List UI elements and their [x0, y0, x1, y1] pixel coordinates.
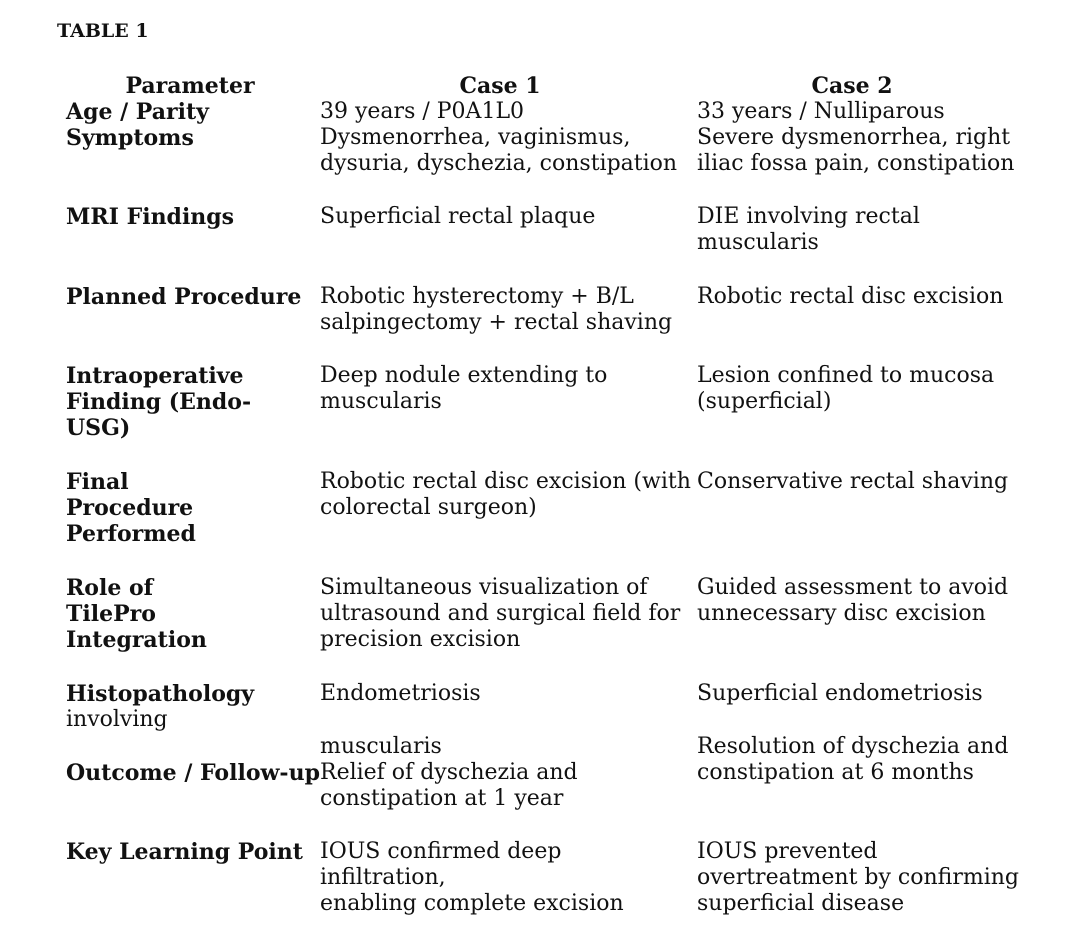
- row-final-case1-line1: Robotic rectal disc excision (with: [320, 469, 691, 494]
- row-tilepro-label-line3: Integration: [66, 627, 207, 653]
- row-tilepro-case2-line1: Guided assessment to avoid: [697, 575, 1009, 600]
- row-planned-case1-line1: Robotic hysterectomy + B/L: [320, 284, 634, 309]
- row-key-case1-line3: enabling complete excision: [320, 891, 624, 916]
- row-tilepro-label-line2: TilePro: [66, 601, 156, 627]
- row-key-case1-line2: infiltration,: [320, 865, 446, 890]
- row-outcome-label: Outcome / Follow-up: [66, 760, 320, 786]
- row-planned-label: Planned Procedure: [66, 284, 302, 310]
- row-symptoms-label: Symptoms: [66, 125, 194, 151]
- row-symptoms-case1-line1: Dysmenorrhea, vaginismus,: [320, 125, 631, 150]
- row-histo-case2: Superficial endometriosis: [697, 681, 983, 706]
- row-key-case2-line3: superficial disease: [697, 891, 905, 916]
- row-symptoms-case2-line2: iliac fossa pain, constipation: [697, 151, 1015, 176]
- row-intraop-label-line2: Finding (Endo-: [66, 389, 252, 415]
- row-intraop-case2-line1: Lesion confined to mucosa: [697, 363, 995, 388]
- row-intraop-label-line1: Intraoperative: [66, 363, 244, 389]
- row-final-case1-line2: colorectal surgeon): [320, 495, 537, 520]
- row-key-case2-line1: IOUS prevented: [697, 839, 878, 864]
- row-outcome-case1-line1: Relief of dyschezia and: [320, 760, 578, 785]
- row-key-label: Key Learning Point: [66, 839, 303, 865]
- row-mri-case2-line1: DIE involving rectal: [697, 204, 920, 229]
- row-histo-label-extra: involving: [66, 707, 168, 732]
- row-tilepro-case2-line2: unnecessary disc excision: [697, 601, 986, 626]
- header-case2: Case 2: [811, 73, 893, 99]
- row-intraop-case1-line1: Deep nodule extending to: [320, 363, 608, 388]
- row-histo-case1: Endometriosis: [320, 681, 481, 706]
- row-age-parity-label: Age / Parity: [66, 99, 209, 125]
- row-tilepro-case1-line2: ultrasound and surgical field for: [320, 601, 681, 626]
- row-planned-case2: Robotic rectal disc excision: [697, 284, 1004, 309]
- row-key-case2-line2: overtreatment by confirming: [697, 865, 1020, 890]
- row-intraop-case1-line2: muscularis: [320, 389, 442, 414]
- row-final-label-line3: Performed: [66, 521, 196, 547]
- row-histo-case1-extra: muscularis: [320, 734, 442, 759]
- row-age-parity-case2: 33 years / Nulliparous: [697, 99, 945, 124]
- row-mri-case1: Superficial rectal plaque: [320, 204, 596, 229]
- row-final-label-line2: Procedure: [66, 495, 194, 521]
- row-outcome-case2-line1: Resolution of dyschezia and: [697, 734, 1009, 759]
- row-tilepro-case1-line1: Simultaneous visualization of: [320, 575, 648, 600]
- row-intraop-case2-line2: (superficial): [697, 389, 832, 414]
- row-intraop-label-line3: USG): [66, 415, 131, 441]
- row-symptoms-case1-line2: dysuria, dyschezia, constipation: [320, 151, 678, 176]
- row-outcome-case1-line2: constipation at 1 year: [320, 786, 564, 811]
- table-title: TABLE 1: [57, 20, 149, 42]
- row-planned-case1-line2: salpingectomy + rectal shaving: [320, 310, 673, 335]
- row-tilepro-label-line1: Role of: [66, 575, 154, 601]
- header-case1: Case 1: [459, 73, 541, 99]
- row-mri-label: MRI Findings: [66, 204, 235, 230]
- header-parameter: Parameter: [125, 73, 255, 99]
- row-symptoms-case2-line1: Severe dysmenorrhea, right: [697, 125, 1011, 150]
- row-outcome-case2-line2: constipation at 6 months: [697, 760, 974, 785]
- row-final-case2: Conservative rectal shaving: [697, 469, 1009, 494]
- row-tilepro-case1-line3: precision excision: [320, 627, 521, 652]
- row-age-parity-case1: 39 years / P0A1L0: [320, 99, 525, 124]
- row-histo-label: Histopathology: [66, 681, 255, 707]
- row-key-case1-line1: IOUS confirmed deep: [320, 839, 562, 864]
- row-mri-case2-line2: muscularis: [697, 230, 819, 255]
- row-final-label-line1: Final: [66, 469, 129, 495]
